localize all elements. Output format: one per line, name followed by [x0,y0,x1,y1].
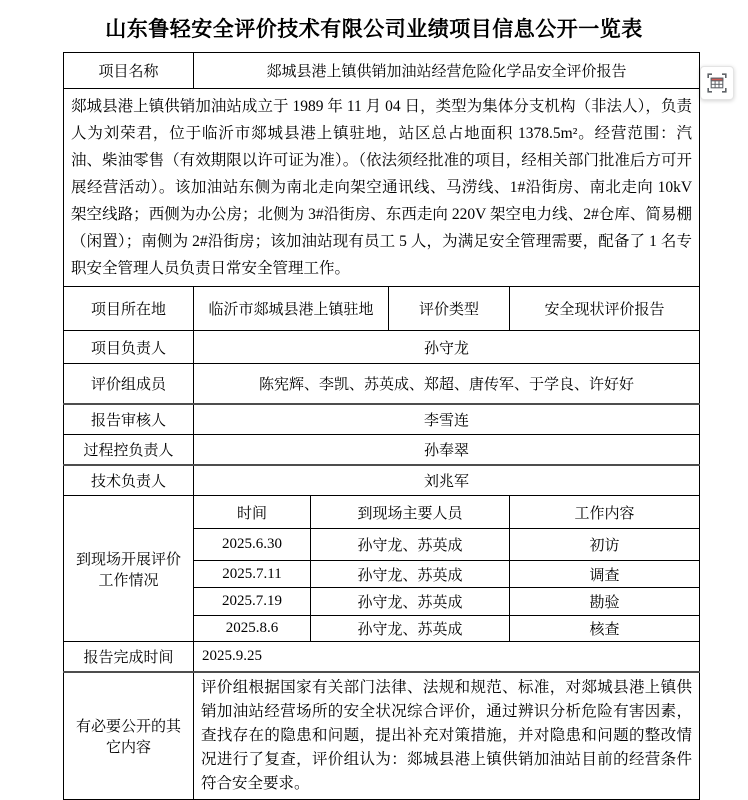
site-visits-header-people: 到现场主要人员 [311,496,510,529]
site-visit-task: 核查 [510,616,700,642]
project-leader-label: 项目负责人 [64,331,194,364]
location-value: 临沂市郯城县港上镇驻地 [194,287,389,331]
other-content-label: 有必要公开的其它内容 [64,672,194,800]
tech-leader-value: 刘兆军 [194,465,700,496]
process-controller-label: 过程控负责人 [64,435,194,465]
location-label: 项目所在地 [64,287,194,331]
site-visit-people: 孙守龙、苏英成 [311,588,510,616]
site-visit-task: 调查 [510,561,700,588]
site-visits-label: 到现场开展评价工作情况 [64,496,194,642]
row-tech-leader [64,465,700,496]
row-site-visits-header [64,496,700,529]
row-report-reviewer [64,404,700,435]
row-project-name [64,53,700,89]
site-visit-task: 勘验 [510,588,700,616]
project-leader-value: 孙守龙 [194,331,700,364]
site-visit-task: 初访 [510,529,700,561]
site-visit-date: 2025.7.19 [194,588,311,616]
row-project-leader [64,331,700,364]
site-visits-header-task: 工作内容 [510,496,700,529]
project-name-label: 项目名称 [64,53,194,89]
site-visits-header-time: 时间 [194,496,311,529]
site-visit-people: 孙守龙、苏英成 [311,561,510,588]
tech-leader-label: 技术负责人 [64,465,194,496]
site-visit-date: 2025.8.6 [194,616,311,642]
report-reviewer-value: 李雪连 [194,404,700,435]
capture-table-button[interactable] [700,66,734,100]
site-visit-date: 2025.7.11 [194,561,311,588]
project-intro-text: 郯城县港上镇供销加油站成立于 1989 年 11 月 04 日，类型为集体分支机构（非法人），负责人为刘荣君，位于临沂市郯城县港上镇驻地，站区总占地面积 1378.5m²。经营范围：汽油、柴油零售（有效期限以许可证为准）。（依法须经批准的项目，经相关部门批准后方可开展经营活动）。该加油站东侧为南北走向架空通讯线、马涝线、1#沿街房、南北走向 10kV 架空线路；西侧为办公房；北侧为 3#沿街房、东西走向 220V 架空电力线、2#仓库、简易棚（闲置）；南侧为 2#沿街房；该加油站现有员工 5 人，为满足安全管理需要，配备了 1 名专职安全管理人员负责日常安全管理工作。 [64,89,700,287]
row-process-controller [64,435,700,465]
row-eval-team [64,364,700,404]
completion-label: 报告完成时间 [64,642,194,672]
eval-type-label: 评价类型 [389,287,510,331]
completion-value: 2025.9.25 [194,642,700,672]
site-visit-people: 孙守龙、苏英成 [311,529,510,561]
project-info-table [63,52,700,800]
capture-table-icon [707,73,727,93]
row-project-intro [64,89,700,287]
eval-team-value: 陈宪辉、李凯、苏英成、郑超、唐传军、于学良、许好好 [194,364,700,404]
row-completion [64,642,700,672]
report-reviewer-label: 报告审核人 [64,404,194,435]
eval-team-label: 评价组成员 [64,364,194,404]
row-other-content [64,672,700,800]
eval-type-value: 安全现状评价报告 [510,287,700,331]
other-content-value: 评价组根据国家有关部门法律、法规和规范、标准，对郯城县港上镇供销加油站经营场所的安全状况综合评价，通过辨识分析危险有害因素，查找存在的隐患和问题，提出补充对策措施，并对隐患和问题的整改情况进行了复查，评价组认为：郯城县港上镇供销加油站目前的经营条件符合安全要求。 [194,672,700,800]
process-controller-value: 孙奉翠 [194,435,700,465]
site-visit-date: 2025.6.30 [194,529,311,561]
site-visit-people: 孙守龙、苏英成 [311,616,510,642]
project-name-value: 郯城县港上镇供销加油站经营危险化学品安全评价报告 [194,53,700,89]
row-location-type [64,287,700,331]
page-title: 山东鲁轻安全评价技术有限公司业绩项目信息公开一览表 [105,18,643,41]
